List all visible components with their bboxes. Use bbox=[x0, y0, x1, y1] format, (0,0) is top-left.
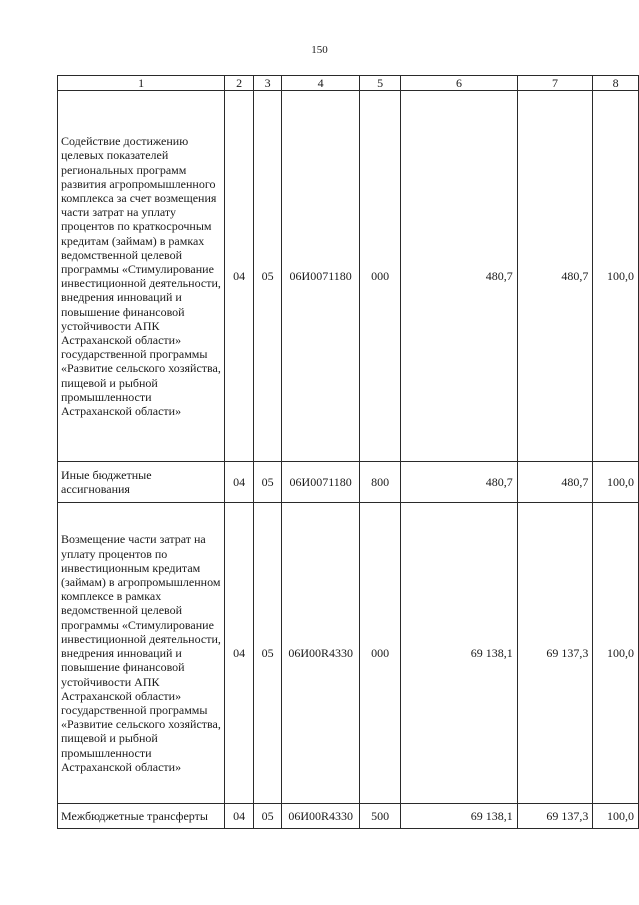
row-planned-amount: 480,7 bbox=[401, 91, 517, 462]
table-row bbox=[58, 503, 639, 804]
row-section: 04 bbox=[225, 503, 254, 804]
row-percent: 100,0 bbox=[593, 91, 639, 462]
header-cell-6: 6 bbox=[401, 76, 517, 91]
row-actual-amount: 69 137,3 bbox=[517, 804, 593, 829]
budget-table bbox=[57, 75, 639, 829]
row-name: Иные бюджетные ассигнования bbox=[58, 462, 225, 503]
header-cell-7: 7 bbox=[517, 76, 593, 91]
row-expense-type: 500 bbox=[359, 804, 400, 829]
header-cell-3: 3 bbox=[253, 76, 282, 91]
header-cell-8: 8 bbox=[593, 76, 639, 91]
row-expense-type: 000 bbox=[359, 503, 400, 804]
row-subsection: 05 bbox=[253, 462, 282, 503]
row-target-article: 06И00R4330 bbox=[282, 804, 360, 829]
row-section: 04 bbox=[225, 91, 254, 462]
row-target-article: 06И0071180 bbox=[282, 91, 360, 462]
page-number: 150 bbox=[311, 44, 328, 56]
header-cell-2: 2 bbox=[225, 76, 254, 91]
row-actual-amount: 480,7 bbox=[517, 462, 593, 503]
row-subsection: 05 bbox=[253, 804, 282, 829]
row-actual-amount: 69 137,3 bbox=[517, 503, 593, 804]
row-section: 04 bbox=[225, 804, 254, 829]
row-subsection: 05 bbox=[253, 503, 282, 804]
row-name: Содействие достижению целевых показателей региональных программ развития агропромышленного комплекса за счет возмещения части затрат на уплату процентов по краткосрочным кредитам (займам) в рамках ведомственной целевой программы «Стимулирование инвестиционной деятельности, внедрения инноваций и повышение финансовой устойчивости АПК Астраханской области» государственной программы «Развитие сельского хозяйства, пищевой и рыбной промышленности Астраханской области» bbox=[58, 91, 225, 462]
row-expense-type: 000 bbox=[359, 91, 400, 462]
row-name: Возмещение части затрат на уплату процентов по инвестиционным кредитам (займам) в агропромышленном комплексе в рамках ведомственной целевой программы «Стимулирование инвестиционной деятельности, внедрения инноваций и повышение финансовой устойчивости АПК Астраханской области» государственной программы «Развитие сельского хозяйства, пищевой и рыбной промышленности Астраханской области» bbox=[58, 503, 225, 804]
table-row bbox=[58, 804, 639, 829]
row-planned-amount: 69 138,1 bbox=[401, 503, 517, 804]
row-subsection: 05 bbox=[253, 91, 282, 462]
row-percent: 100,0 bbox=[593, 503, 639, 804]
header-cell-4: 4 bbox=[282, 76, 360, 91]
row-planned-amount: 69 138,1 bbox=[401, 804, 517, 829]
header-cell-1: 1 bbox=[58, 76, 225, 91]
row-actual-amount: 480,7 bbox=[517, 91, 593, 462]
row-target-article: 06И00R4330 bbox=[282, 503, 360, 804]
row-name: Межбюджетные трансферты bbox=[58, 804, 225, 829]
row-planned-amount: 480,7 bbox=[401, 462, 517, 503]
table-row bbox=[58, 462, 639, 503]
row-percent: 100,0 bbox=[593, 804, 639, 829]
row-expense-type: 800 bbox=[359, 462, 400, 503]
row-section: 04 bbox=[225, 462, 254, 503]
table-header-row bbox=[58, 76, 639, 91]
header-cell-5: 5 bbox=[359, 76, 400, 91]
row-percent: 100,0 bbox=[593, 462, 639, 503]
table-row bbox=[58, 91, 639, 462]
row-target-article: 06И0071180 bbox=[282, 462, 360, 503]
